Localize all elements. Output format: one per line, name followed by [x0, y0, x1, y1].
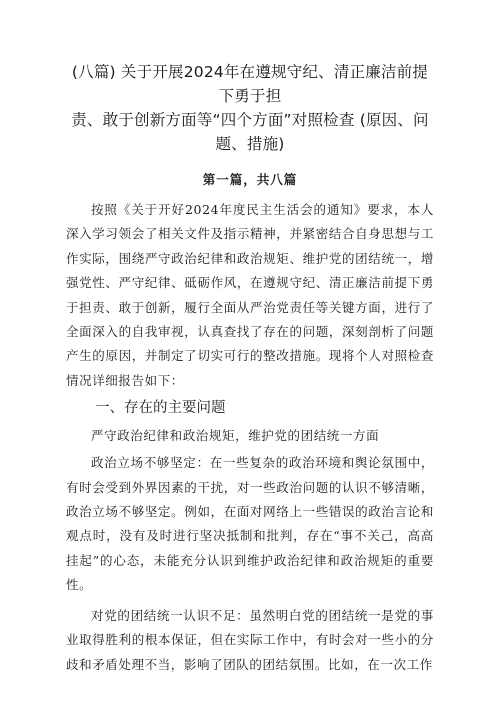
- document-title-line1: (八篇) 关于开展2024年在遵规守纪、清正廉洁前提下勇于担: [71, 63, 429, 105]
- document-title: [66, 60, 434, 156]
- body-paragraph-2: 对党的团结统一认识不足：虽然明白党的团结统一是党的事业取得胜利的根本保证，但在实际工作中，有时会对一些小的分歧和矛盾处理不当，影响了团队的团结氛围。比如，在一次工作: [66, 607, 434, 672]
- document-subtitle: 第一篇，共八篇: [202, 172, 298, 187]
- document-title-line2: 责、敢于创新方面等“四个方面”对照检查 (原因、问题、措施): [71, 111, 429, 153]
- body-paragraph-1: 政治立场不够坚定：在一些复杂的政治环境和舆论氛围中，有时会受到外界因素的干扰，对一些政治问题的认识不够清晰，政治立场不够坚定。例如，在面对网络上一些错误的政治言论和观点时，没有及时进行坚决抵制和批判，存在“事不关己，高高挂起”的心态，未能充分认识到维护政治纪律和政治规矩的重要性。: [66, 455, 434, 593]
- section-heading-problems: 一、存在的主要问题: [95, 400, 226, 417]
- intro-paragraph: 按照《关于开好2024年度民主生活会的通知》要求，本人深入学习领会了相关文件及指示精神，并紧密结合自身思想与工作实际，围绕严守政治纪律和政治规矩、维护党的团结统一，增强党性、严守纪律、砥砺作风，在遵规守纪、清正廉洁前提下勇于担责、敢于创新，履行全面从严治党责任等关键方面，进行了全面深入的自我审视，认真查找了存在的问题，深刻剖析了问题产生的原因，并制定了切实可行的整改措施。现将个人对照检查情况详细报告如下：: [66, 202, 434, 388]
- section-subheading: 严守政治纪律和政治规矩，维护党的团结统一方面: [91, 428, 380, 444]
